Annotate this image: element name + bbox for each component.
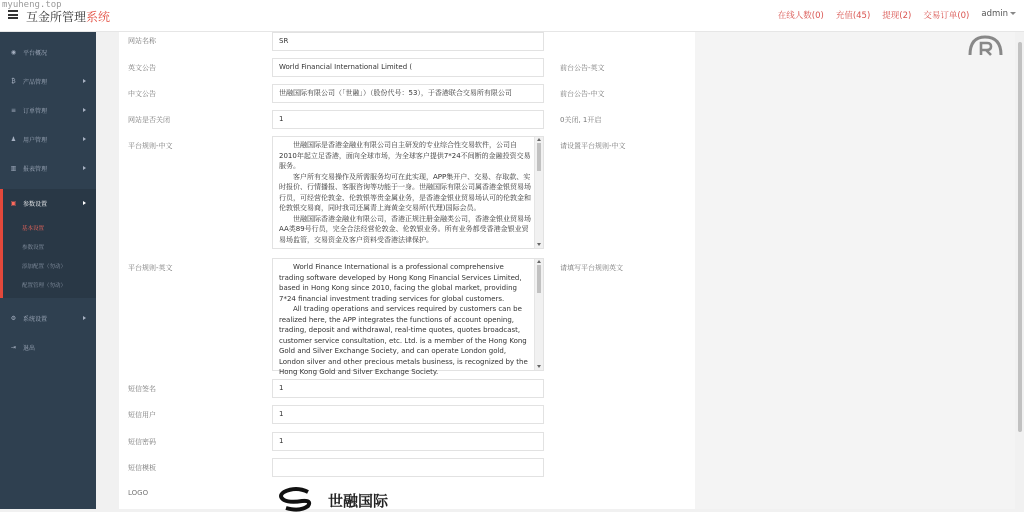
chevron-right-icon — [83, 108, 86, 112]
en-notice-hint: 前台公告-英文 — [560, 64, 605, 72]
user-menu[interactable] — [981, 9, 1016, 21]
rules-en-paragraph: All trading operations and services required by customers can be realized here, the APP integrates the functions of account opening, trading, deposit and withdrawal, real-time quotes, quotes broadcast, customer service consultation, etc. Ltd. is a member of the Hong Kong Gold and Silver Exchange Society, and can operate London gold, London silver and other precious metals business, is recognized by the Hong Kong Gold and Silver Exchange Society. — [279, 305, 528, 376]
sidebar-item-label: 平台概况 — [23, 50, 48, 57]
textarea-scrollbar[interactable] — [534, 259, 543, 370]
rules-en-label: 平台规则-英文 — [128, 264, 173, 272]
sidebar-item-logout[interactable] — [0, 333, 96, 362]
recharge-link[interactable]: 充值(45) — [835, 11, 871, 21]
sidebar-item-label: 产品管理 — [23, 79, 48, 86]
rules-cn-textarea[interactable] — [272, 136, 544, 249]
page-scrollbar[interactable] — [1016, 32, 1024, 509]
sms-template-label: 短信模板 — [128, 464, 156, 472]
scroll-down-icon[interactable] — [537, 243, 541, 246]
sms-sign-input[interactable]: 1 — [272, 379, 544, 398]
site-closed-hint: 0关闭, 1开启 — [560, 116, 602, 124]
sidebar-item-label: 报表管理 — [23, 166, 48, 173]
list-icon: ≡ — [10, 107, 17, 114]
sidebar — [0, 32, 96, 509]
scrollbar-thumb[interactable] — [1018, 42, 1022, 432]
dashboard-icon: ◉ — [10, 49, 17, 56]
cn-notice-input[interactable]: 世融国际有限公司（「世融」）（股份代号：53），于香港联合交易所有限公司 — [272, 84, 544, 103]
sidebar-subitem-params[interactable]: 参数设置 — [22, 244, 45, 251]
textarea-scrollbar[interactable] — [534, 137, 543, 248]
sidebar-item-label: 退出 — [23, 345, 36, 352]
bitcoin-icon: ₿ — [11, 78, 16, 85]
sidebar-item-overview[interactable] — [0, 38, 96, 67]
logo-emblem-icon — [278, 488, 314, 512]
rules-en-textarea[interactable] — [272, 258, 544, 376]
sidebar-group-settings — [0, 189, 96, 298]
site-name-input[interactable]: SR — [272, 32, 544, 51]
site-closed-label: 网站是否关闭 — [128, 116, 170, 124]
rules-en-hint: 请填写平台规则英文 — [560, 264, 623, 272]
sidebar-item-label: 用户管理 — [23, 137, 48, 144]
sms-password-label: 短信密码 — [128, 438, 156, 446]
top-nav-links — [778, 9, 1016, 21]
sidebar-subitem-config-manage[interactable]: 配置管理（勿动） — [22, 282, 67, 289]
right-panel — [695, 32, 1015, 509]
sms-password-input[interactable]: 1 — [272, 432, 544, 451]
scrollbar-thumb[interactable] — [537, 143, 541, 171]
sms-user-label: 短信用户 — [128, 411, 156, 419]
chevron-down-icon — [1010, 12, 1016, 15]
rules-cn-paragraph: 世融国际是香港金融业有限公司自主研发的专业综合性交易软件，公司自2010年起立足香港，面向全球市场，为全球客户提供7*24不间断的金融投资交易服务。 — [279, 141, 531, 170]
site-name-label: 网站名称 — [128, 37, 156, 45]
cn-notice-hint: 前台公告-中文 — [560, 90, 605, 98]
chevron-right-icon — [83, 166, 86, 170]
sms-user-input[interactable]: 1 — [272, 405, 544, 424]
watermark: myuheng.top — [2, 0, 62, 10]
cn-notice-label: 中文公告 — [128, 90, 156, 98]
scroll-down-icon[interactable] — [537, 365, 541, 368]
sidebar-item-orders[interactable] — [0, 96, 96, 125]
online-users-link[interactable]: 在线人数(0) — [777, 11, 824, 21]
user-icon: ♟ — [10, 136, 17, 143]
sidebar-item-system[interactable] — [0, 304, 96, 333]
gears-icon: ⚙ — [10, 315, 17, 322]
chevron-right-icon — [83, 79, 86, 83]
sidebar-subitem-basic[interactable]: 基本设置 — [22, 225, 45, 232]
site-closed-input[interactable]: 1 — [272, 110, 544, 129]
rules-cn-paragraph: 世融国际香港金融业有限公司，香港正规注册金融类公司，香港金银业贸易场AA类89号行员，完全合法经营伦敦金、伦敦银业务。所有业务都受香港金银业贸易场监管，交易资金及客户资料受香港法律保护。 — [279, 214, 531, 244]
top-navbar — [0, 0, 1024, 32]
sms-template-input[interactable] — [272, 458, 544, 477]
app-title — [26, 8, 110, 25]
chevron-right-icon — [83, 137, 86, 141]
chart-icon: ▥ — [10, 165, 17, 172]
scroll-up-icon[interactable] — [537, 138, 541, 141]
sliders-icon: ▣ — [10, 200, 17, 207]
chevron-right-icon — [83, 316, 86, 320]
rules-cn-paragraph: 客户所有交易操作及所需服务均可在此实现，APP集开户、交易、存取款、实时报价、行情播报、客服咨询等功能于一身。世融国际有限公司属香港金银贸易场行员，可经营伦敦金、伦敦银等贵金属业务，是香港金银业贸易场认可的伦敦金和伦敦银交易商，同时我司还属青上海黄金交易所(代理)国际会员。 — [279, 172, 531, 212]
logo-label: LOGO — [128, 489, 149, 497]
logout-icon: ⇥ — [10, 344, 17, 351]
sidebar-subitem-add-config[interactable]: 添加配置（勿动） — [22, 263, 67, 270]
app-title-main: 互金所管理 — [26, 10, 87, 24]
sidebar-item-products[interactable] — [0, 67, 96, 96]
scrollbar-thumb[interactable] — [537, 265, 541, 293]
sidebar-item-label: 订单管理 — [23, 108, 48, 115]
app-title-accent: 系统 — [86, 10, 111, 24]
rules-en-paragraph: World Finance International is a professional comprehensive trading software developed by Hong Kong Financial Services Limited, based in Hong Kong since 2010, facing the global market, providing 7*24 financial investment trading services for global customers. — [279, 263, 522, 303]
rules-cn-label: 平台规则-中文 — [128, 142, 173, 150]
sidebar-item-users[interactable] — [0, 125, 96, 154]
rules-cn-hint: 请设置平台规则-中文 — [560, 142, 626, 150]
en-notice-label: 英文公告 — [128, 64, 156, 72]
logo-image[interactable] — [278, 488, 388, 512]
brand-logo-icon — [968, 35, 1003, 57]
sms-sign-label: 短信签名 — [128, 385, 156, 393]
sidebar-item-label: 系统设置 — [23, 316, 48, 323]
sidebar-item-reports[interactable] — [0, 154, 96, 183]
withdraw-link[interactable]: 提现(2) — [882, 11, 912, 21]
sidebar-item-params[interactable] — [3, 189, 96, 218]
logo-text: 世融国际 — [328, 491, 389, 510]
chevron-right-icon — [83, 201, 86, 205]
trade-orders-link[interactable]: 交易订单(0) — [923, 11, 970, 21]
sidebar-item-label: 参数设置 — [23, 201, 48, 208]
en-notice-input[interactable]: World Financial International Limited ( — [272, 58, 544, 77]
menu-toggle-icon[interactable] — [8, 10, 18, 19]
user-name: admin — [981, 9, 1008, 19]
scroll-up-icon[interactable] — [537, 260, 541, 263]
